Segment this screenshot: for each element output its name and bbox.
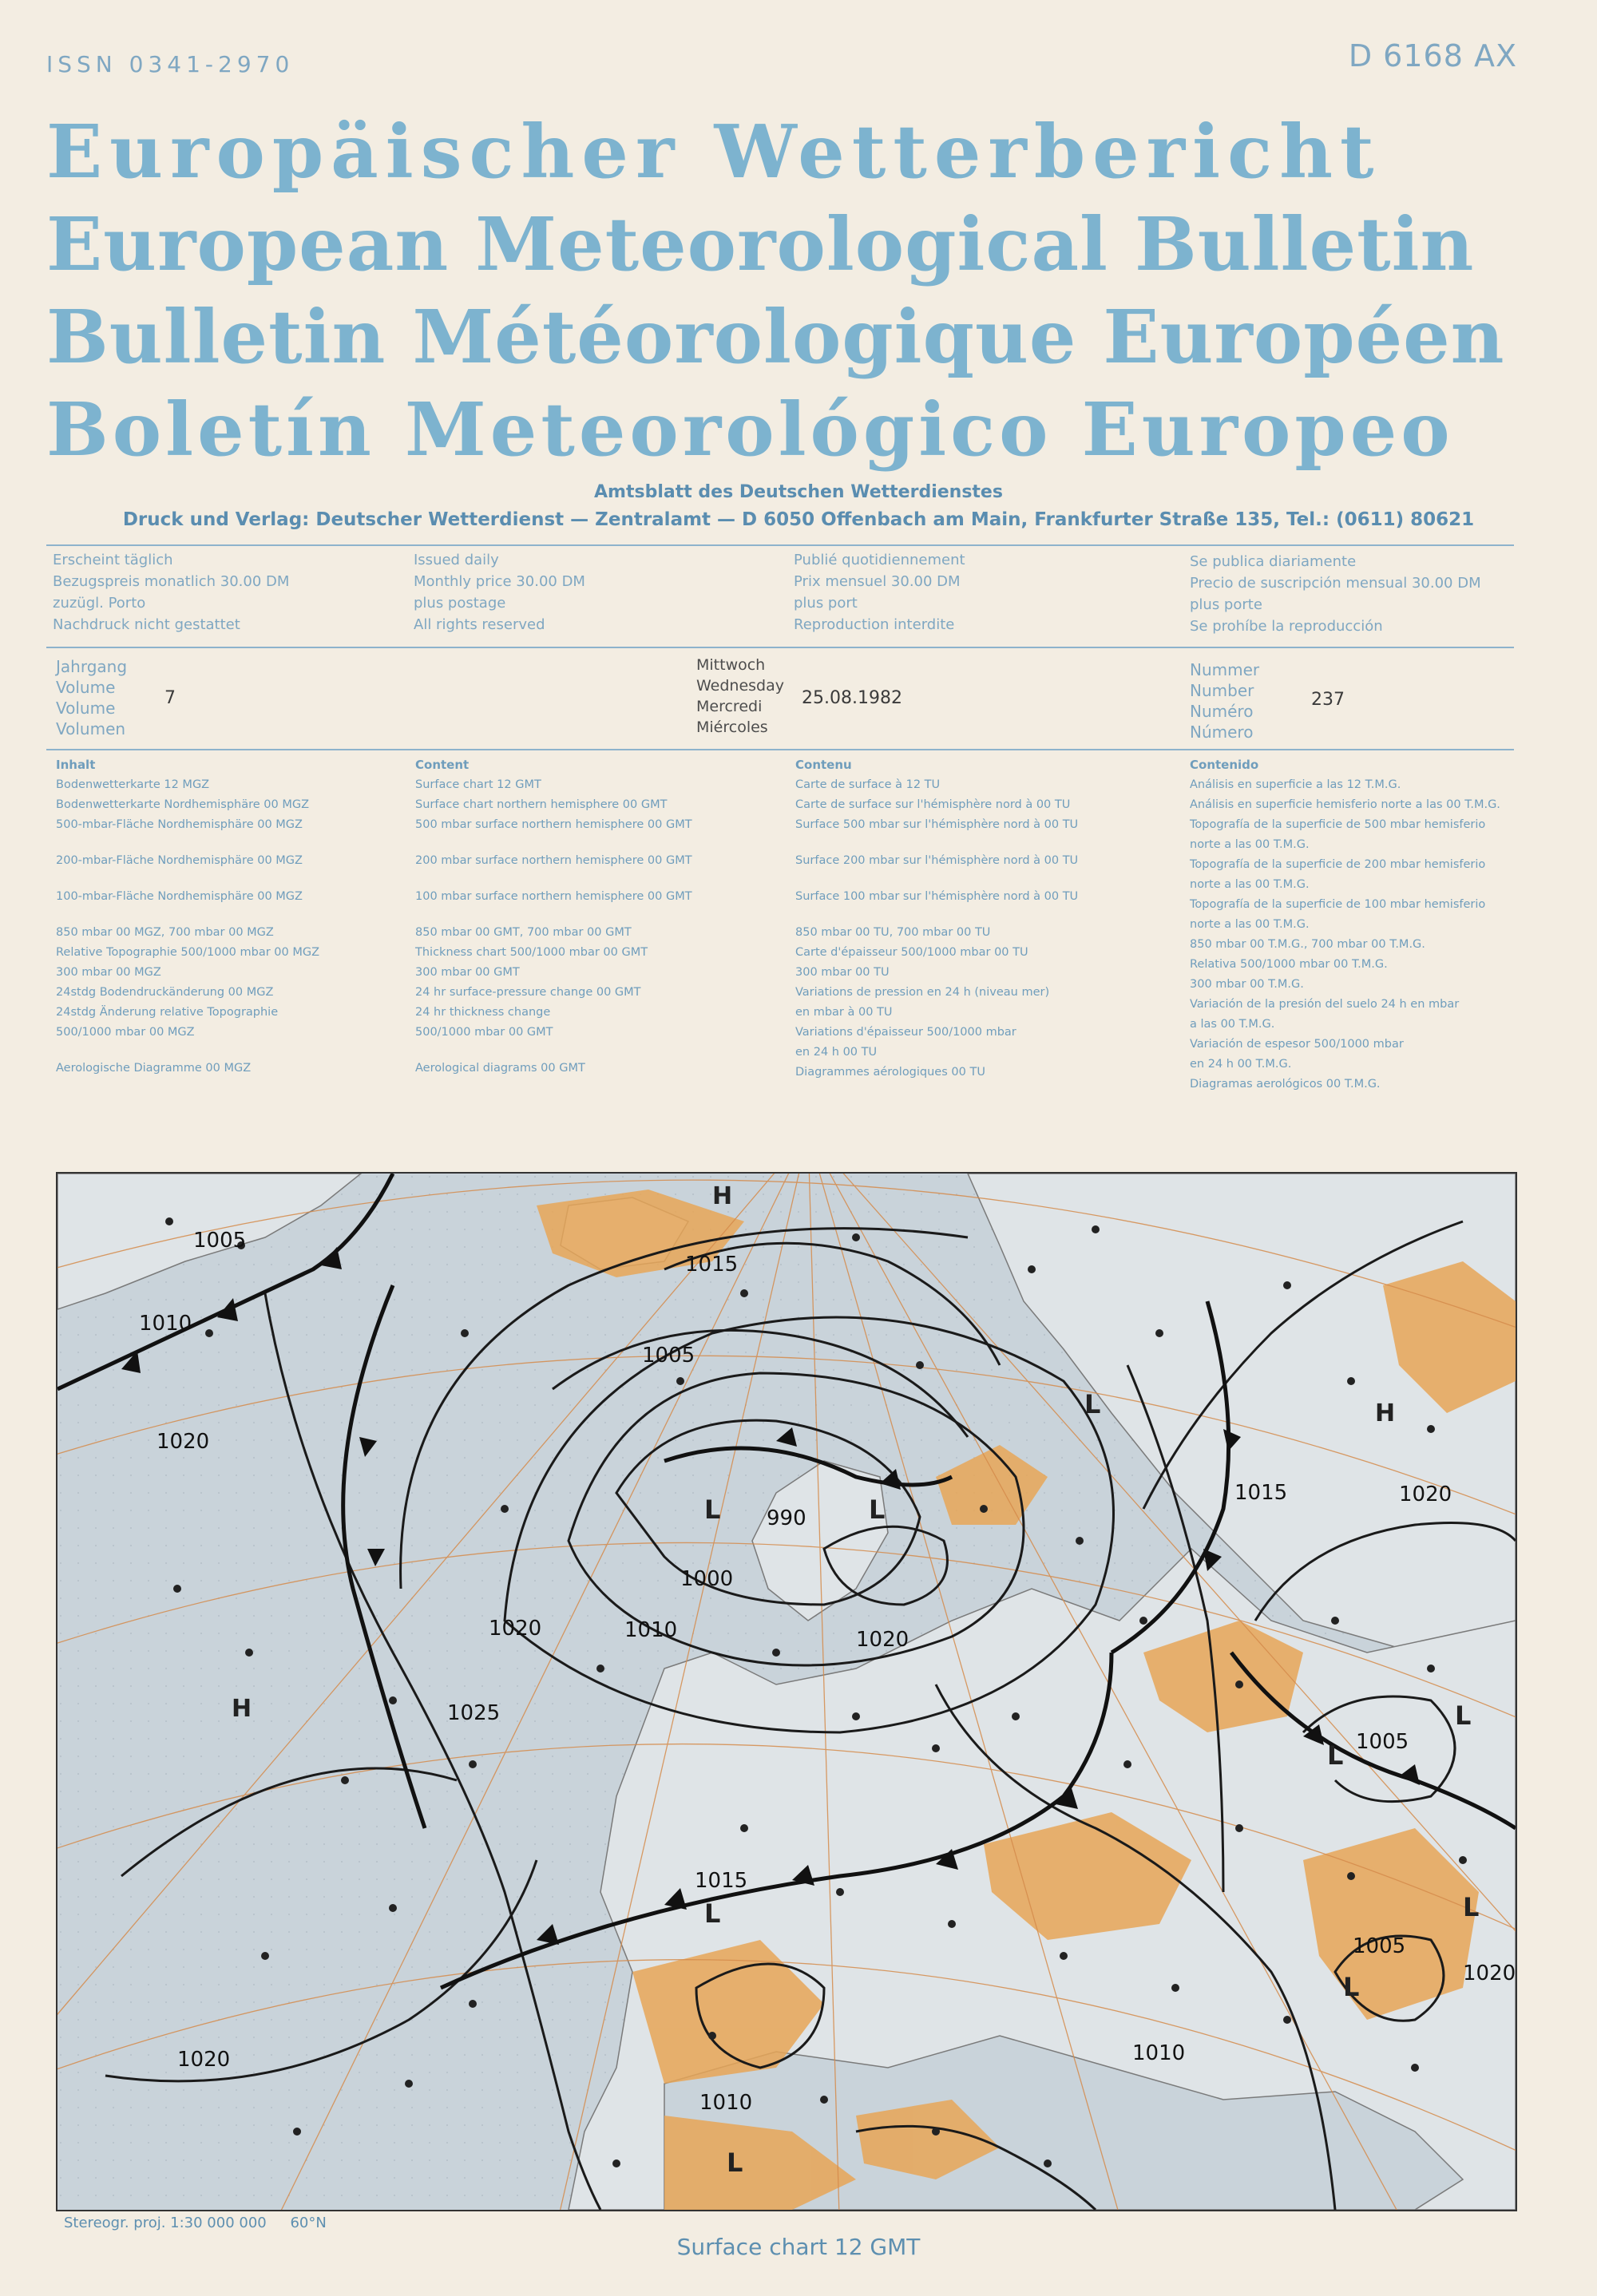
weekday-label: Mittwoch — [696, 656, 766, 674]
volume-label: Volume — [56, 699, 116, 718]
issn-number: ISSN 0341-2970 — [46, 51, 295, 77]
isobar-label: 1000 — [680, 1567, 734, 1591]
contents-item — [56, 1043, 319, 1059]
contents-item: en 24 h 00 T.M.G. — [1190, 1058, 1292, 1071]
issue-number: 237 — [1311, 690, 1345, 710]
number-label: Numéro — [1190, 702, 1254, 721]
contents-item: 300 mbar 00 GMT — [415, 966, 520, 979]
contents-item: 850 mbar 00 TU, 700 mbar 00 TU — [795, 926, 991, 939]
map-canvas — [57, 1174, 1516, 2210]
official-gazette-note: Amtsblatt des Deutschen Wetterdienstes — [594, 482, 1003, 502]
contents-item — [795, 907, 1078, 923]
low-pressure-center: L — [727, 2148, 743, 2178]
sub-fr-line: plus port — [794, 595, 858, 612]
weekday-label: Wednesday — [696, 677, 785, 695]
contents-item — [795, 835, 1078, 851]
contents-item — [415, 871, 692, 887]
low-pressure-center: L — [1343, 1972, 1360, 2002]
contents-item — [56, 871, 319, 887]
contents-english — [415, 755, 692, 1079]
contents-item: 850 mbar 00 T.M.G., 700 mbar 00 T.M.G. — [1190, 938, 1425, 951]
isobar-label: 1005 — [1356, 1730, 1409, 1754]
contents-item: Variations de pression en 24 h (niveau mer) — [795, 986, 1050, 999]
contents-item: Bodenwetterkarte Nordhemisphäre 00 MGZ — [56, 798, 310, 811]
reference-latitude: 60°N — [290, 2215, 327, 2231]
projection-note — [64, 2215, 327, 2231]
title-german: Europäischer Wetterbericht — [46, 109, 1381, 195]
contents-item: Carte de surface sur l'hémisphère nord à 00 TU — [795, 798, 1071, 811]
contents-item: Surface chart northern hemisphere 00 GMT — [415, 798, 668, 811]
contents-item: Relativa 500/1000 mbar 00 T.M.G. — [1190, 958, 1388, 971]
contents-item: Aerological diagrams 00 GMT — [415, 1062, 585, 1075]
contents-item: 24 hr thickness change — [415, 1006, 551, 1019]
contents-item: Análisis en superficie hemisferio norte a las 00 T.M.G. — [1190, 798, 1500, 811]
sub-en-line: Monthly price 30.00 DM — [414, 573, 585, 590]
isobar-label: 1010 — [699, 2091, 753, 2115]
isobar-label: 1020 — [856, 1628, 909, 1652]
number-label: Number — [1190, 681, 1254, 700]
contents-item: 500/1000 mbar 00 GMT — [415, 1026, 553, 1039]
contents-item: Variations d'épaisseur 500/1000 mbar — [795, 1026, 1016, 1039]
isobar-label: 1005 — [642, 1344, 695, 1368]
sub-de-line: Nachdruck nicht gestattet — [53, 616, 240, 633]
contents-item: en 24 h 00 TU — [795, 1046, 878, 1059]
sub-es-line: Se publica diariamente — [1190, 553, 1357, 570]
publication-code: D 6168 AX — [1348, 38, 1517, 73]
contents-item: Aerologische Diagramme 00 MGZ — [56, 1062, 252, 1075]
contents-item: Carte d'épaisseur 500/1000 mbar 00 TU — [795, 946, 1028, 959]
isobar-label: 1020 — [157, 1430, 210, 1454]
projection-scale: Stereogr. proj. 1:30 000 000 — [64, 2215, 267, 2231]
isobar-label: 1020 — [1399, 1483, 1452, 1506]
contents-item: 500-mbar-Fläche Nordhemisphäre 00 MGZ — [56, 818, 303, 831]
contents-item: 300 mbar 00 T.M.G. — [1190, 978, 1304, 991]
contents-item: 850 mbar 00 GMT, 700 mbar 00 GMT — [415, 926, 632, 939]
contents-heading: Inhalt — [56, 758, 96, 772]
title-french: Bulletin Météorologique Européen — [46, 294, 1505, 380]
contents-item: norte a las 00 T.M.G. — [1190, 878, 1310, 891]
contents-heading: Content — [415, 758, 470, 772]
contents-item: Thickness chart 500/1000 mbar 00 GMT — [415, 946, 648, 959]
high-pressure-center: H — [232, 1695, 252, 1723]
surface-weather-map — [56, 1172, 1517, 2211]
sub-fr-line: Publié quotidiennement — [794, 552, 965, 568]
publisher-line: Druck und Verlag: Deutscher Wetterdienst — Zentralamt — D 6050 Offenbach am Main, Frankfurter Straße 135, Tel.: (0611) 80621 — [122, 509, 1475, 530]
number-label: Nummer — [1190, 660, 1260, 679]
isobar-label: 1015 — [695, 1869, 748, 1893]
contents-item: Bodenwetterkarte 12 MGZ — [56, 778, 210, 791]
map-caption: Surface chart 12 GMT — [676, 2234, 921, 2260]
high-pressure-center: H — [1375, 1399, 1396, 1427]
contents-heading: Contenu — [795, 758, 852, 772]
contents-item: Surface 100 mbar sur l'hémisphère nord à 00 TU — [795, 890, 1079, 903]
rule-top — [46, 544, 1514, 546]
low-pressure-center: L — [704, 1898, 721, 1929]
contents-item: en mbar à 00 TU — [795, 1006, 893, 1019]
contents-item: Variación de espesor 500/1000 mbar — [1190, 1038, 1404, 1051]
sub-es-line: plus porte — [1190, 596, 1262, 613]
contents-item: 300 mbar 00 TU — [795, 966, 890, 979]
contents-item — [56, 835, 319, 851]
contents-item: 200-mbar-Fläche Nordhemisphäre 00 MGZ — [56, 854, 303, 867]
contents-french — [795, 755, 1078, 1083]
subscription-english — [414, 549, 585, 635]
isobar-label: 1020 — [177, 2048, 231, 2072]
contents-item: Carte de surface à 12 TU — [795, 778, 941, 791]
rule-mid — [46, 647, 1514, 648]
contents-item: Topografía de la superficie de 500 mbar hemisferio — [1190, 818, 1486, 831]
contents-item — [415, 907, 692, 923]
weekday-labels — [696, 655, 784, 738]
high-pressure-center: H — [712, 1182, 733, 1210]
low-pressure-center: L — [1084, 1389, 1101, 1419]
number-label: Número — [1190, 722, 1254, 742]
contents-item: Surface 200 mbar sur l'hémisphère nord à 00 TU — [795, 854, 1079, 867]
contents-heading: Contenido — [1190, 758, 1259, 772]
contents-german — [56, 755, 319, 1079]
subscription-spanish — [1190, 551, 1481, 637]
issue-date: 25.08.1982 — [802, 688, 902, 708]
contents-item: a las 00 T.M.G. — [1190, 1018, 1275, 1031]
title-block — [46, 105, 1516, 476]
volume-number: 7 — [164, 688, 176, 708]
isobar-label: 1015 — [685, 1253, 739, 1277]
isobar-label: 1005 — [1353, 1934, 1406, 1958]
sub-es-line: Se prohíbe la reproducción — [1190, 618, 1383, 635]
contents-item — [56, 907, 319, 923]
title-english: European Meteorological Bulletin — [46, 201, 1475, 287]
sub-fr-line: Reproduction interdite — [794, 616, 955, 633]
contents-item — [415, 1043, 692, 1059]
contents-item: 850 mbar 00 MGZ, 700 mbar 00 MGZ — [56, 926, 274, 939]
contents-item: Relative Topographie 500/1000 mbar 00 MGZ — [56, 946, 320, 959]
volume-label: Jahrgang — [56, 657, 128, 676]
contents-item: Análisis en superficie a las 12 T.M.G. — [1190, 778, 1401, 791]
isobar-label: 990 — [767, 1506, 806, 1530]
subscription-german — [53, 549, 289, 635]
weekday-label: Mercredi — [696, 698, 763, 715]
low-pressure-center: L — [1327, 1740, 1344, 1771]
volume-label: Volume — [56, 678, 116, 697]
contents-item: 500 mbar surface northern hemisphere 00 GMT — [415, 818, 692, 831]
contents-spanish — [1190, 755, 1500, 1095]
sub-en-line: Issued daily — [414, 552, 499, 568]
contents-item: Topografía de la superficie de 200 mbar hemisferio — [1190, 858, 1486, 871]
volume-labels — [56, 656, 127, 739]
isobar-label: 1010 — [139, 1312, 192, 1336]
low-pressure-center: L — [704, 1494, 721, 1525]
isobar-label: 1005 — [193, 1229, 247, 1253]
rule-bottom — [46, 749, 1514, 750]
volume-label: Volumen — [56, 719, 126, 738]
contents-item: Diagrammes aérologiques 00 TU — [795, 1066, 985, 1079]
low-pressure-center: L — [1455, 1700, 1472, 1731]
isobar-label: 1020 — [489, 1617, 542, 1641]
weekday-label: Miércoles — [696, 718, 768, 736]
contents-item: 100-mbar-Fläche Nordhemisphäre 00 MGZ — [56, 890, 303, 903]
contents-item: norte a las 00 T.M.G. — [1190, 838, 1310, 851]
sub-fr-line: Prix mensuel 30.00 DM — [794, 573, 961, 590]
contents-item: norte a las 00 T.M.G. — [1190, 918, 1310, 931]
low-pressure-center: L — [1463, 1892, 1480, 1922]
sub-en-line: All rights reserved — [414, 616, 545, 633]
contents-item: 24stdg Bodendruckänderung 00 MGZ — [56, 986, 274, 999]
number-labels — [1190, 659, 1259, 742]
sub-es-line: Precio de suscripción mensual 30.00 DM — [1190, 575, 1481, 592]
contents-item: 500/1000 mbar 00 MGZ — [56, 1026, 195, 1039]
contents-item: 200 mbar surface northern hemisphere 00 GMT — [415, 854, 692, 867]
sub-en-line: plus postage — [414, 595, 506, 612]
isobar-label: 1025 — [447, 1701, 501, 1725]
isobar-label: 1010 — [1132, 2041, 1186, 2065]
contents-item: Surface chart 12 GMT — [415, 778, 541, 791]
contents-item: Diagramas aerológicos 00 T.M.G. — [1190, 1078, 1381, 1091]
contents-item — [415, 835, 692, 851]
sub-de-line: zuzügl. Porto — [53, 595, 146, 612]
contents-item: 24 hr surface-pressure change 00 GMT — [415, 986, 641, 999]
title-spanish: Boletín Meteorológico Europeo — [46, 386, 1454, 473]
isobar-label: 1010 — [624, 1618, 678, 1642]
contents-item — [795, 871, 1078, 887]
subscription-french — [794, 549, 965, 635]
isobar-label: 1020 — [1463, 1961, 1516, 1985]
isobar-label: 1015 — [1234, 1481, 1288, 1505]
contents-item: 100 mbar surface northern hemisphere 00 GMT — [415, 890, 692, 903]
sub-de-line: Bezugspreis monatlich 30.00 DM — [53, 573, 290, 590]
contents-item: 300 mbar 00 MGZ — [56, 966, 161, 979]
contents-item: Topografía de la superficie de 100 mbar hemisferio — [1190, 898, 1486, 911]
contents-item: Variación de la presión del suelo 24 h en mbar — [1190, 998, 1460, 1011]
contents-item: 24stdg Änderung relative Topographie — [56, 1006, 279, 1019]
contents-item: Surface 500 mbar sur l'hémisphère nord à 00 TU — [795, 818, 1079, 831]
low-pressure-center: L — [869, 1494, 886, 1525]
sub-de-line: Erscheint täglich — [53, 552, 173, 568]
